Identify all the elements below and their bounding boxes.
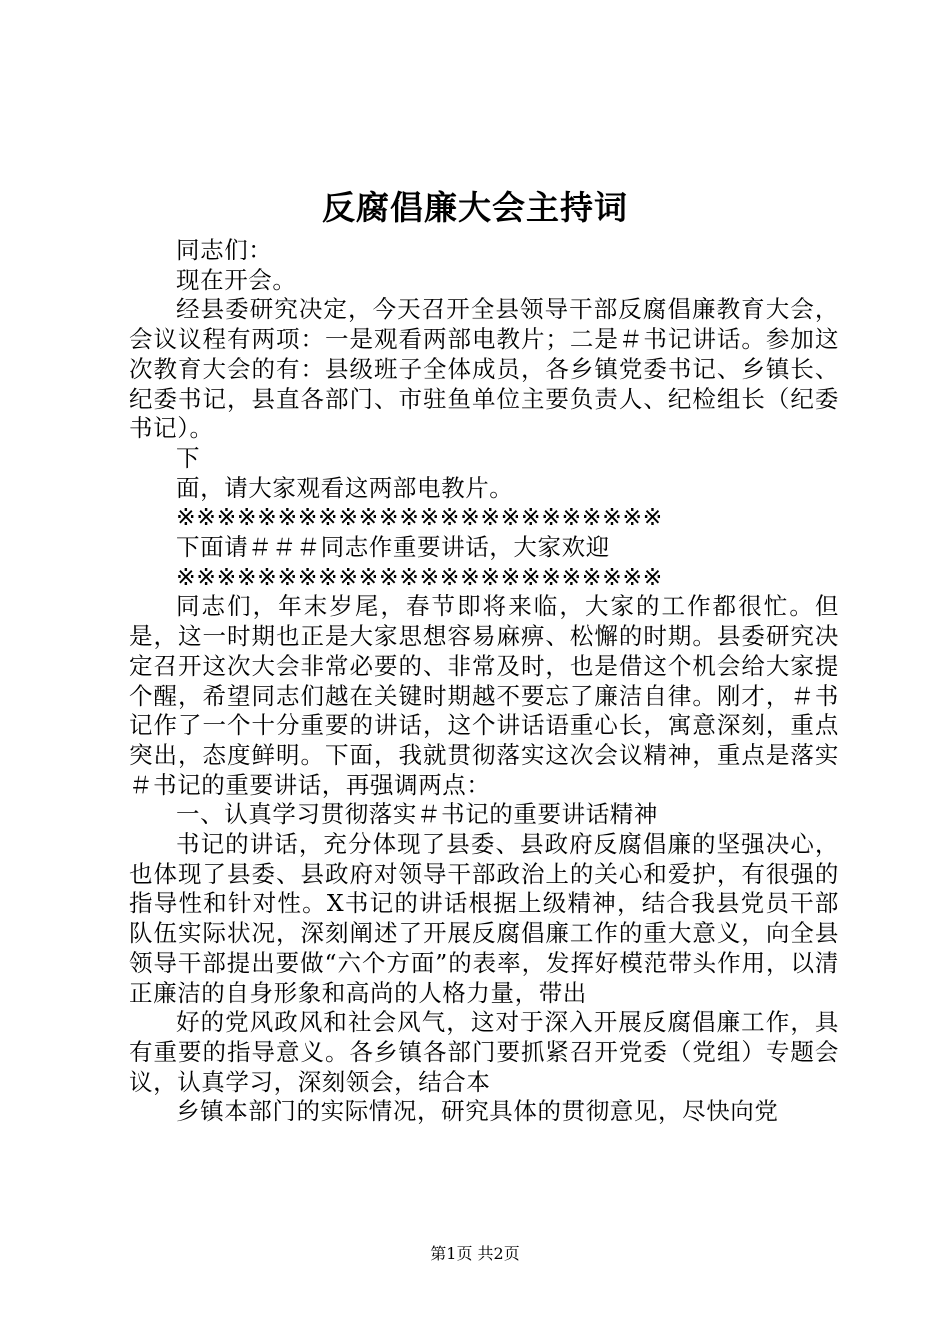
paragraph: 乡镇本部门的实际情况，研究具体的贯彻意见，尽快向党: [176, 1097, 779, 1126]
paragraph: 经县委研究决定，今天召开全县领导干部反腐倡廉教育大会，会议议程有两项：一是观看两部电教片；二是＃书记讲话。参加这次教育大会的有：县级班子全体成员，各乡镇党委书记、乡镇长、纪委书记，县直各部门、市驻鱼单位主要负责人、纪检组长（纪委书记）。: [129, 295, 839, 443]
section-heading: 一、认真学习贯彻落实＃书记的重要讲话精神: [176, 800, 658, 829]
paragraph: 书记的讲话，充分体现了县委、县政府反腐倡廉的坚强决心，也体现了县委、县政府对领导干部政治上的关心和爱护，有很强的指导性和针对性。X书记的讲话根据上级精神，结合我县党员干部队伍实际状况，深刻阐述了开展反腐倡廉工作的重大意义，向全县领导干部提出要做“六个方面”的表率，发挥好模范带头作用，以清正廉洁的自身形象和高尚的人格力量，带出: [129, 830, 839, 1007]
page-footer: 第1页 共2页: [430, 1244, 520, 1263]
document-title: 反腐倡廉大会主持词: [322, 188, 628, 227]
separator-line: ※※※※※※※※※※※※※※※※※※※※※※※※: [176, 503, 663, 532]
paragraph: 同志们：: [176, 236, 273, 264]
document-body: [129, 236, 839, 1127]
paragraph: 现在开会。: [176, 265, 297, 294]
paragraph: 下: [176, 443, 201, 472]
paragraph: 好的党风政风和社会风气，这对于深入开展反腐倡廉工作，具有重要的指导意义。各乡镇各部门要抓紧召开党委（党组）专题会议，认真学习，深刻领会，结合本: [129, 1008, 839, 1096]
paragraph: 下面请＃＃＃同志作重要讲话，大家欢迎: [176, 533, 610, 562]
paragraph: 面，请大家观看这两部电教片。: [176, 473, 514, 502]
separator-line: ※※※※※※※※※※※※※※※※※※※※※※※※: [176, 562, 663, 591]
paragraph: 同志们，年末岁尾，春节即将来临，大家的工作都很忙。但是，这一时期也正是大家思想容易麻痹、松懈的时期。县委研究决定召开这次大会非常必要的、非常及时，也是借这个机会给大家提个醒，希望同志们越在关键时期越不要忘了廉洁自律。刚才，＃书记作了一个十分重要的讲话，这个讲话语重心长，寓意深刻，重点突出，态度鲜明。下面，我就贯彻落实这次会议精神，重点是落实＃书记的重要讲话，再强调两点：: [129, 592, 839, 799]
